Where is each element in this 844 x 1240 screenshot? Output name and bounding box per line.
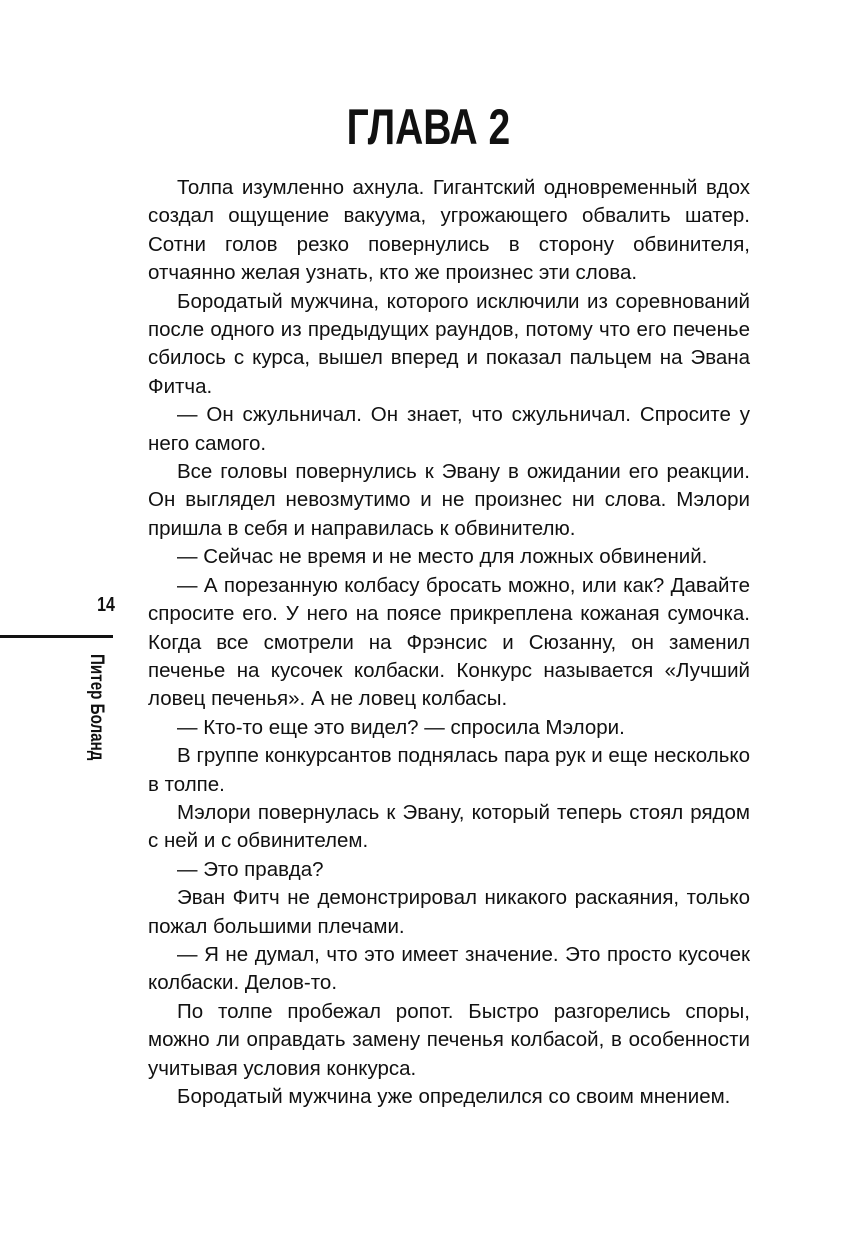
paragraph: Все головы повернулись к Эвану в ожидании его реакции. Он выглядел невозмутимо и не произнес ни слова. Мэлори пришла в себя и направилась к обвинителю. — [148, 460, 750, 540]
paragraph: Эван Фитч не демонстрировал никакого раскаяния, только пожал большими плечами. — [148, 886, 750, 938]
paragraph: Мэлори повернулась к Эвану, который теперь стоял рядом с ней и с обвинителем. — [148, 800, 750, 853]
paragraph: — Кто-то еще это видел? — спросила Мэлори. — [177, 715, 625, 739]
chapter-body — [148, 174, 750, 1111]
paragraph: — Я не думал, что это имеет значение. Это просто кусочек колбаски. Делов-то. — [148, 942, 750, 995]
chapter-title: ГЛАВА 2 — [346, 99, 511, 155]
paragraph: Бородатый мужчина, которого исключили из соревнований после одного из предыдущих раундов, потому что его печенье сбилось с курса, вышел вперед и показал пальцем на Эвана Фитча. — [148, 289, 750, 398]
paragraph: В группе конкурсантов поднялась пара рук и еще несколько в толпе. — [148, 744, 750, 796]
paragraph: — А порезанную колбасу бросать можно, или как? Давайте спросите его. У него на поясе прикреплена кожаная сумочка. Когда все смотрели на Фрэнсис и Сюзанну, он заменил печенье на кусочек колбаски. Конкурс называется «Лучший ловец печенья». А не ловец колбасы. — [148, 573, 750, 711]
paragraph: — Это правда? — [177, 857, 324, 881]
margin-divider — [0, 635, 113, 638]
page-number: 14 — [97, 594, 115, 616]
paragraph: — Сейчас не время и не место для ложных обвинений. — [177, 545, 708, 569]
paragraph: По толпе пробежал ропот. Быстро разгорелись споры, можно ли оправдать замену печенья колбасой, в особенности учитывая условия конкурса. — [148, 999, 750, 1080]
running-head-author: Питер Боланд — [86, 654, 107, 761]
paragraph: Толпа изумленно ахнула. Гигантский одновременный вдох создал ощущение вакуума, угрожающего обвалить шатер. Сотни голов резко повернулись в сторону обвинителя, отчаянно желая узнать, кто же произнес эти слова. — [148, 176, 750, 285]
paragraph: — Он сжульничал. Он знает, что сжульничал. Спросите у него самого. — [148, 403, 750, 455]
paragraph: Бородатый мужчина уже определился со своим мнением. — [177, 1085, 731, 1108]
